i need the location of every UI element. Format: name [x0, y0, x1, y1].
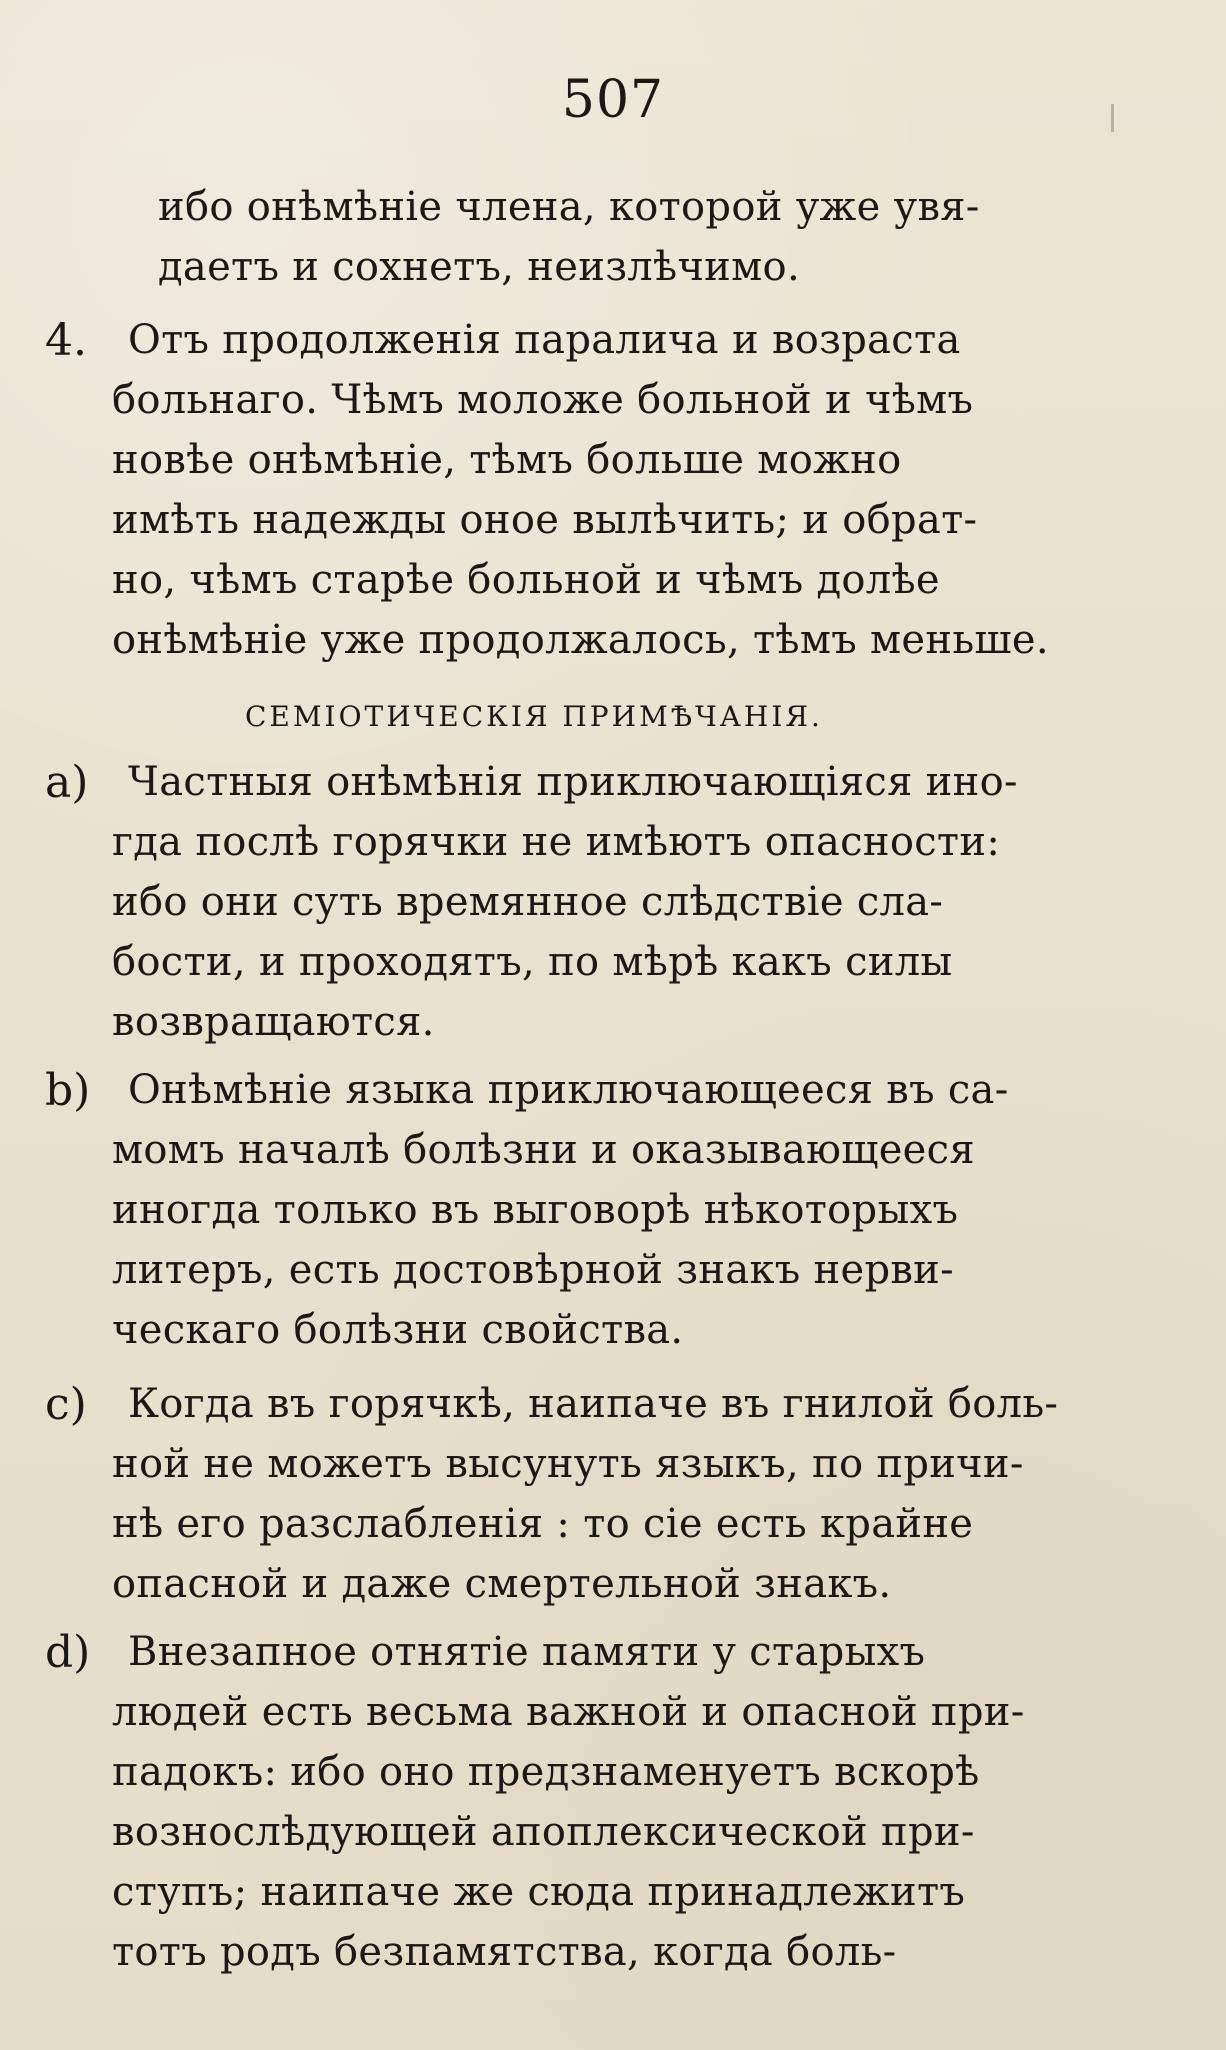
text-line: даетъ и сохнетъ, неизлѣчимо. [158, 244, 800, 290]
section-heading: СЕМІОТИЧЕСКІЯ ПРИМѢЧАНІЯ. [245, 700, 823, 733]
note-label: c) [45, 1379, 87, 1430]
text-line: Онѣмѣніе языка приключающееся въ са- [128, 1067, 1009, 1113]
text-line: ной не можетъ высунуть языкъ, по причи- [112, 1441, 1024, 1487]
text-line: Внезапное отнятіе памяти у старыхъ [128, 1629, 926, 1675]
text-line: возвращаются. [112, 999, 435, 1045]
text-line: опасной и даже смертельной знакъ. [112, 1561, 892, 1607]
text-line: но, чѣмъ старѣе больной и чѣмъ долѣе [112, 557, 940, 603]
text-line: бости, и проходятъ, по мѣрѣ какъ силы [112, 939, 953, 985]
text-line: людей есть весьма важной и опасной при- [112, 1689, 1025, 1735]
text-line: момъ началѣ болѣзни и оказывающееся [112, 1127, 975, 1173]
text-line: ибо онѣмѣніе члена, которой уже увя- [158, 184, 980, 230]
text-line: онѣмѣніе уже продолжалось, тѣмъ меньше. [112, 617, 1049, 663]
text-line: падокъ: ибо оно предзнаменуетъ вскорѣ [112, 1749, 980, 1795]
note-label: b) [45, 1065, 91, 1116]
item-4-label: 4. [45, 315, 87, 366]
text-line: ибо они суть времянное слѣдствіе сла- [112, 879, 944, 925]
text-line: ческаго болѣзни свойства. [112, 1307, 684, 1353]
text-line: новѣе онѣмѣніе, тѣмъ больше можно [112, 437, 902, 483]
text-line: имѣть надежды оное вылѣчить; и обрат- [112, 497, 978, 543]
text-line: иногда только въ выговорѣ нѣкоторыхъ [112, 1187, 959, 1233]
text-line: ступъ; наипаче же сюда принадлежитъ [112, 1869, 966, 1915]
text-line: тотъ родъ безпамятства, когда боль- [112, 1929, 897, 1975]
text-line: гда послѣ горячки не имѣютъ опасности: [112, 819, 1001, 865]
text-line: Отъ продолженія паралича и возраста [128, 317, 961, 363]
text-line: вознослѣдующей апоплексической при- [112, 1809, 975, 1855]
text-line: нѣ его разслабленія : то сіе есть крайне [112, 1501, 974, 1547]
text-line: больнаго. Чѣмъ моложе больной и чѣмъ [112, 377, 974, 423]
note-label: a) [45, 757, 89, 808]
text-line: Когда въ горячкѣ, наипаче въ гнилой боль- [128, 1381, 1059, 1427]
text-line: Частныя онѣмѣнія приключающіяся ино- [128, 759, 1018, 805]
text-line: литеръ, есть достовѣрной знакъ нерви- [112, 1247, 954, 1293]
note-label: d) [45, 1627, 91, 1678]
page-number: 507 [561, 70, 665, 130]
